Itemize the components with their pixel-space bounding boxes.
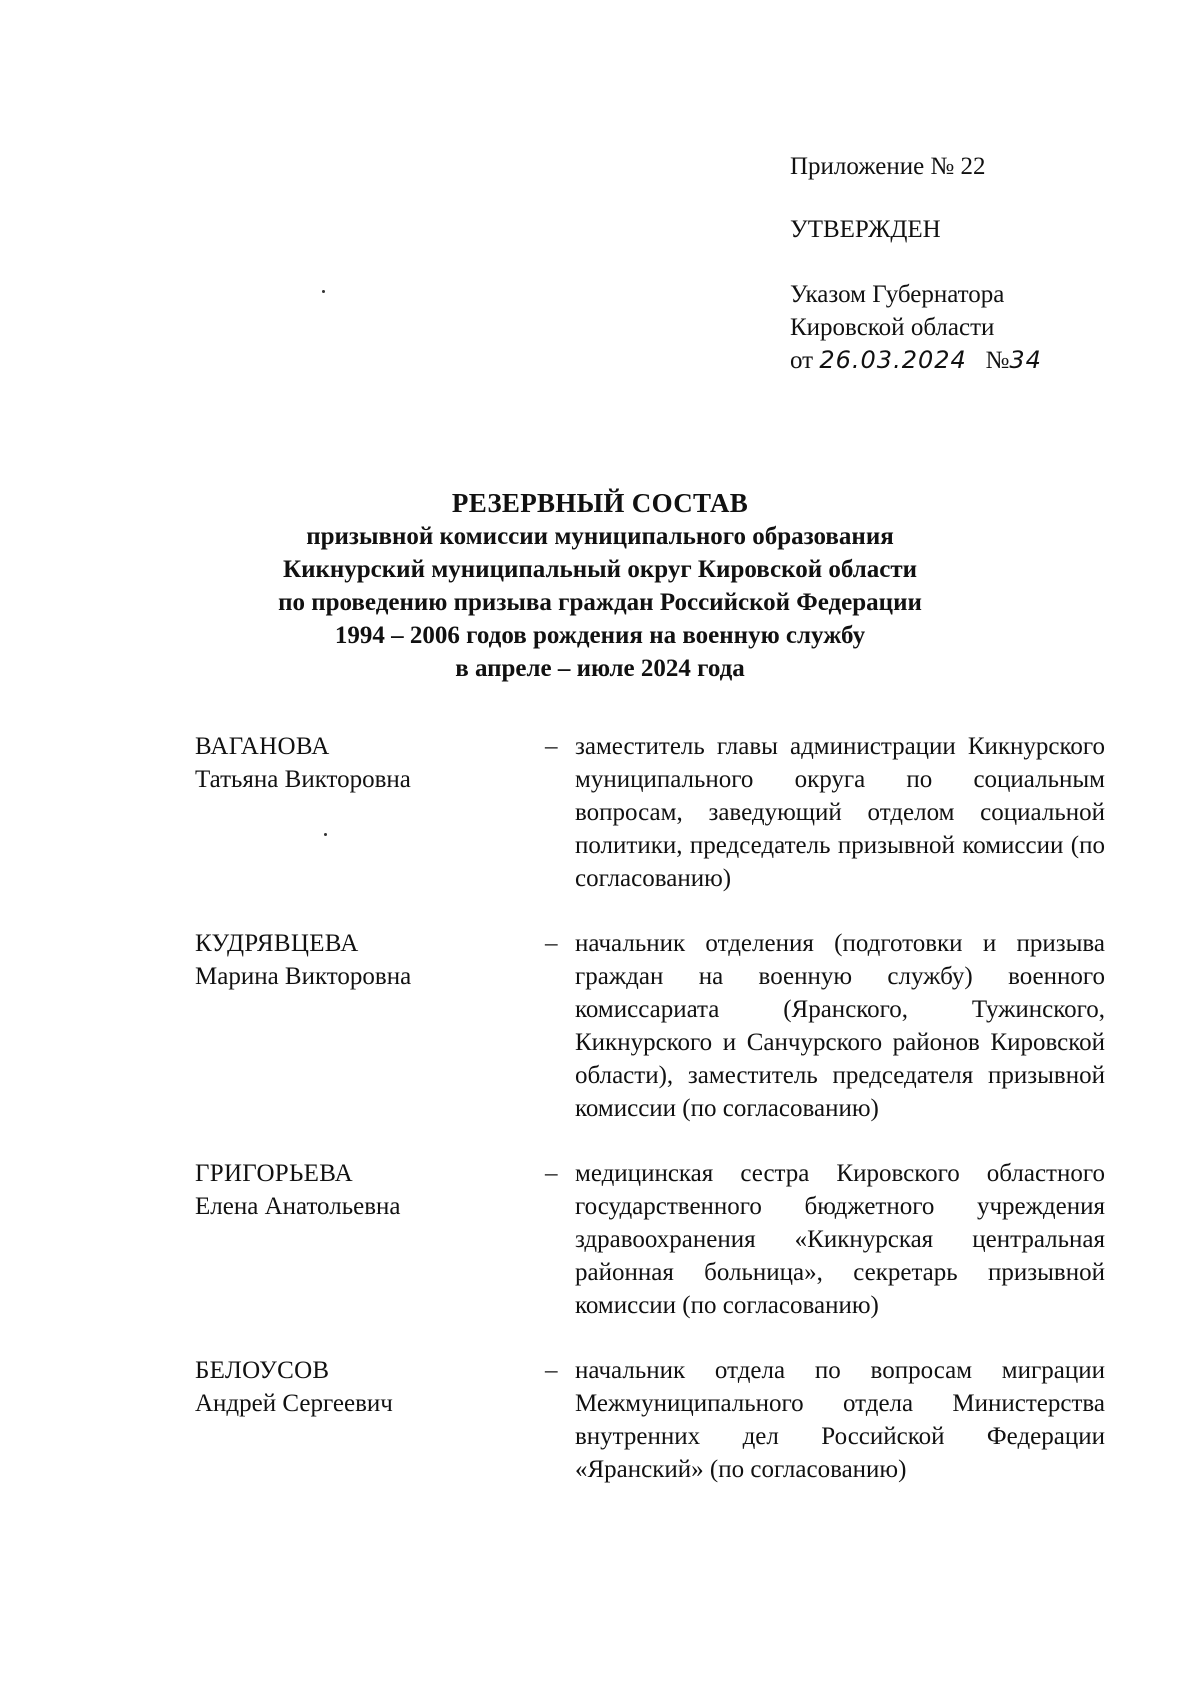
date-prefix: от: [790, 347, 814, 374]
title-main: РЕЗЕРВНЫЙ СОСТАВ: [451, 488, 749, 518]
member-dash: –: [545, 930, 558, 957]
handwritten-date: 26.03.2024: [819, 346, 967, 374]
title-line-1: призывной комиссии муниципального образования: [306, 523, 894, 550]
scan-speck: [324, 833, 327, 836]
title-line-3: по проведению призыва граждан Российской Федерации: [278, 589, 922, 616]
title-line-4: 1994 – 2006 годов рождения на военную службу: [334, 622, 866, 649]
member-dash: –: [545, 733, 558, 760]
member-given-name: Елена Анатольевна: [195, 1193, 401, 1220]
document-title: [150, 487, 1050, 685]
member-description: заместитель главы администрации Кикнурского муниципального округа по социальным вопросам, заведующий отделом социальной политики, председатель призывной комиссии (по согласованию): [575, 733, 1105, 892]
member-entry: [195, 1157, 1110, 1322]
scan-speck: [322, 290, 325, 293]
decree-line-2: Кировской области: [790, 314, 995, 341]
number-prefix: №: [985, 347, 1010, 374]
member-dash: –: [545, 1160, 558, 1187]
members-list: [195, 730, 1110, 1518]
member-surname: ВАГАНОВА: [195, 733, 330, 760]
title-line-2: Кикнурский муниципальный округ Кировской области: [282, 556, 918, 583]
member-name: [195, 927, 545, 1125]
member-given-name: Андрей Сергеевич: [195, 1390, 393, 1417]
member-name: [195, 1157, 545, 1322]
decree-line-1: Указом Губернатора: [790, 281, 1005, 308]
handwritten-number: 34: [1009, 346, 1042, 374]
approved-label: УТВЕРЖДЕН: [790, 216, 941, 243]
member-dash: –: [545, 1357, 558, 1384]
member-entry: [195, 730, 1110, 895]
approval-stamp-block: [790, 150, 1130, 377]
title-line-5: в апреле – июле 2024 года: [455, 655, 745, 682]
member-name: [195, 1354, 545, 1486]
member-description: медицинская сестра Кировского областного государственного бюджетного учреждения здравоохранения «Кикнурская центральная районная больница», секретарь призывной комиссии (по согласованию): [575, 1160, 1105, 1319]
member-entry: [195, 927, 1110, 1125]
member-description: начальник отдела по вопросам миграции Межмуниципального отдела Министерства внутренних дел Российской Федерации «Яранский» (по согласованию): [575, 1357, 1105, 1483]
member-entry: [195, 1354, 1110, 1486]
member-given-name: Марина Викторовна: [195, 963, 412, 990]
appendix-number: Приложение № 22: [790, 153, 986, 180]
member-surname: КУДРЯВЦЕВА: [195, 930, 359, 957]
member-description: начальник отделения (подготовки и призыва граждан на военную службу) военного комиссариата (Яранского, Тужинского, Кикнурского и Санчурского районов Кировской области), заместитель председателя призывной комиссии (по согласованию): [575, 930, 1105, 1122]
member-name: [195, 730, 545, 895]
member-surname: БЕЛОУСОВ: [195, 1357, 330, 1384]
member-given-name: Татьяна Викторовна: [195, 766, 411, 793]
decree-date-line: [790, 344, 1130, 377]
member-surname: ГРИГОРЬЕВА: [195, 1160, 353, 1187]
